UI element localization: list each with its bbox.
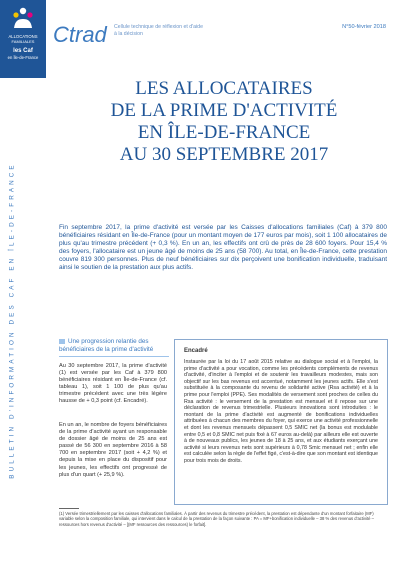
body-paragraph-2: En un an, le nombre de foyers bénéficiaires de la prime d'activité ayant un responsable de dossier âgé de moins de 25 ans est passé de 56 300 en septembre 2016 à 58 700 en septembre 2017 (soit + 4,2 %) et depuis la mise en place du dispositif pour les jeunes, les effectifs ont progressé de plus d'un quart (+ 25,9 %).: [59, 422, 167, 478]
page-title: [60, 78, 388, 166]
title-line3: EN ÎLE-DE-FRANCE: [137, 122, 311, 143]
title-line4: AU 30 SEPTEMBRE 2017: [119, 144, 329, 165]
caf-logo: [0, 0, 46, 78]
info-box-text: Instaurée par la loi du 17 août 2015 relative au dialogue social et à l'emploi, la prime d'activité a pour vocation, comme les précédents compléments de revenus d'activité, d'inciter à l'emploi et de soutenir les travailleurs modestes, mais son objectif sur les bas revenus est accentué, notamment les jeunes actifs. Elle s'est substituée à la composante du revenu de solidarité active (Rsa activité) et à la prime pour l'emploi (PPE). Ses modalités de versement sont proches de celles du Rsa activité : le versement de la prestation est mensuel et il repose sur une déclaration de revenus trimestrielle. Plusieurs innovations sont introduites : le montant de la prime d'activité est augmenté de bonifications individuelles attribuées à chacun des membres du foyer, qui exerce une activité professionnelle et dont les revenus mensuels dépassent 0,5 SMIC net (la bonus est modulable entre 0,5 et 0,8 SMIC net puis fixé à 67 euros au-delà) par ailleurs elle est ouverte à de nouveaux publics, les jeunes de 18 à 25 ans, et aux étudiants exerçant une activité si leurs revenus nets sont supérieurs à 0,78 Smic mensuel net ; enfin elle est calculée selon la règle de l'effet figé, c'est-à-dire que son montant est identique pour trois mois de droits.: [184, 359, 378, 464]
logo-line2: FAMILIALES: [11, 39, 35, 44]
logo-line1: ALLOCATIONS: [8, 34, 38, 39]
bulletin-vertical-title: BULLETIN D'INFORMATION DES CAF EN ÎLE-DE-FRANCE: [8, 161, 16, 479]
square-bullet-icon: [59, 339, 65, 344]
section-heading-text: Une progression relantie des bénéficiaires de la prime d'activité: [59, 338, 154, 353]
bulletin-vertical-title-container: [6, 100, 18, 540]
logo-line4: en Île-de-France: [7, 55, 39, 60]
left-sidebar: [0, 0, 46, 567]
info-box-title: Encadré: [184, 348, 208, 354]
family-logo-icon: [10, 6, 36, 30]
info-box: [174, 339, 388, 505]
brand-name: Ctrad: [53, 22, 107, 47]
section-divider: [59, 356, 169, 357]
title-line1: LES ALLOCATAIRES: [135, 78, 313, 99]
body-paragraph-1: Au 30 septembre 2017, la prime d'activité (1) est versée par les Caf à 379 800 bénéficiaires résidant en Île-de-France (cf. tableau 1), soit 1 100 de plus qu'au trimestre précédent avec une très légère hausse de + 0,3 point (cf. Encadré).: [59, 363, 167, 405]
footnote-divider: [59, 508, 79, 509]
brand-tagline: Cellule technique de réflexion et d'aide à la décision: [114, 24, 203, 37]
section-heading: [59, 338, 169, 353]
title-line2: DE LA PRIME D'ACTIVITÉ: [110, 100, 338, 121]
logo-line3: les Caf: [13, 48, 33, 54]
issue-number: N°50-février 2018: [342, 24, 386, 30]
footnote: (1) Versée trimestriellement par les caisses d'allocations familiales. À partir des revenus du trimestre précédent, la prestation est dépendante d'un montant forfaitaire (MF) variable selon la composition familiale, qui intervient dans le calcul de la prestation de la façon suivante : PA = MF+bonification individuelle – 38 % des revenus d'activité – ressources hors revenus d'activité – [(MF ressources des ressources) le forfait].: [59, 511, 374, 527]
intro-paragraph: Fin septembre 2017, la prime d'activité est versée par les Caisses d'allocations familiales (Caf) à 379 800 bénéficiaires résidant en Île-de-France (pour un montant moyen de 177 euros par mois), soit 1 100 allocataires de plus qu'au trimestre précédent (+ 0,3 %). En un an, les effectifs ont crû de près de 28 600 foyers. Pour 15,4 % des foyers, l'allocataire est un jeune âgé de moins de 25 ans (58 700). Au total, en Île-de-France, cette prestation couvre 819 300 personnes. Plus de neuf bénéficiaires sur dix perçoivent une bonification individuelle, traduisant ainsi le soutien de la prestation aux plus actifs.: [59, 224, 387, 272]
